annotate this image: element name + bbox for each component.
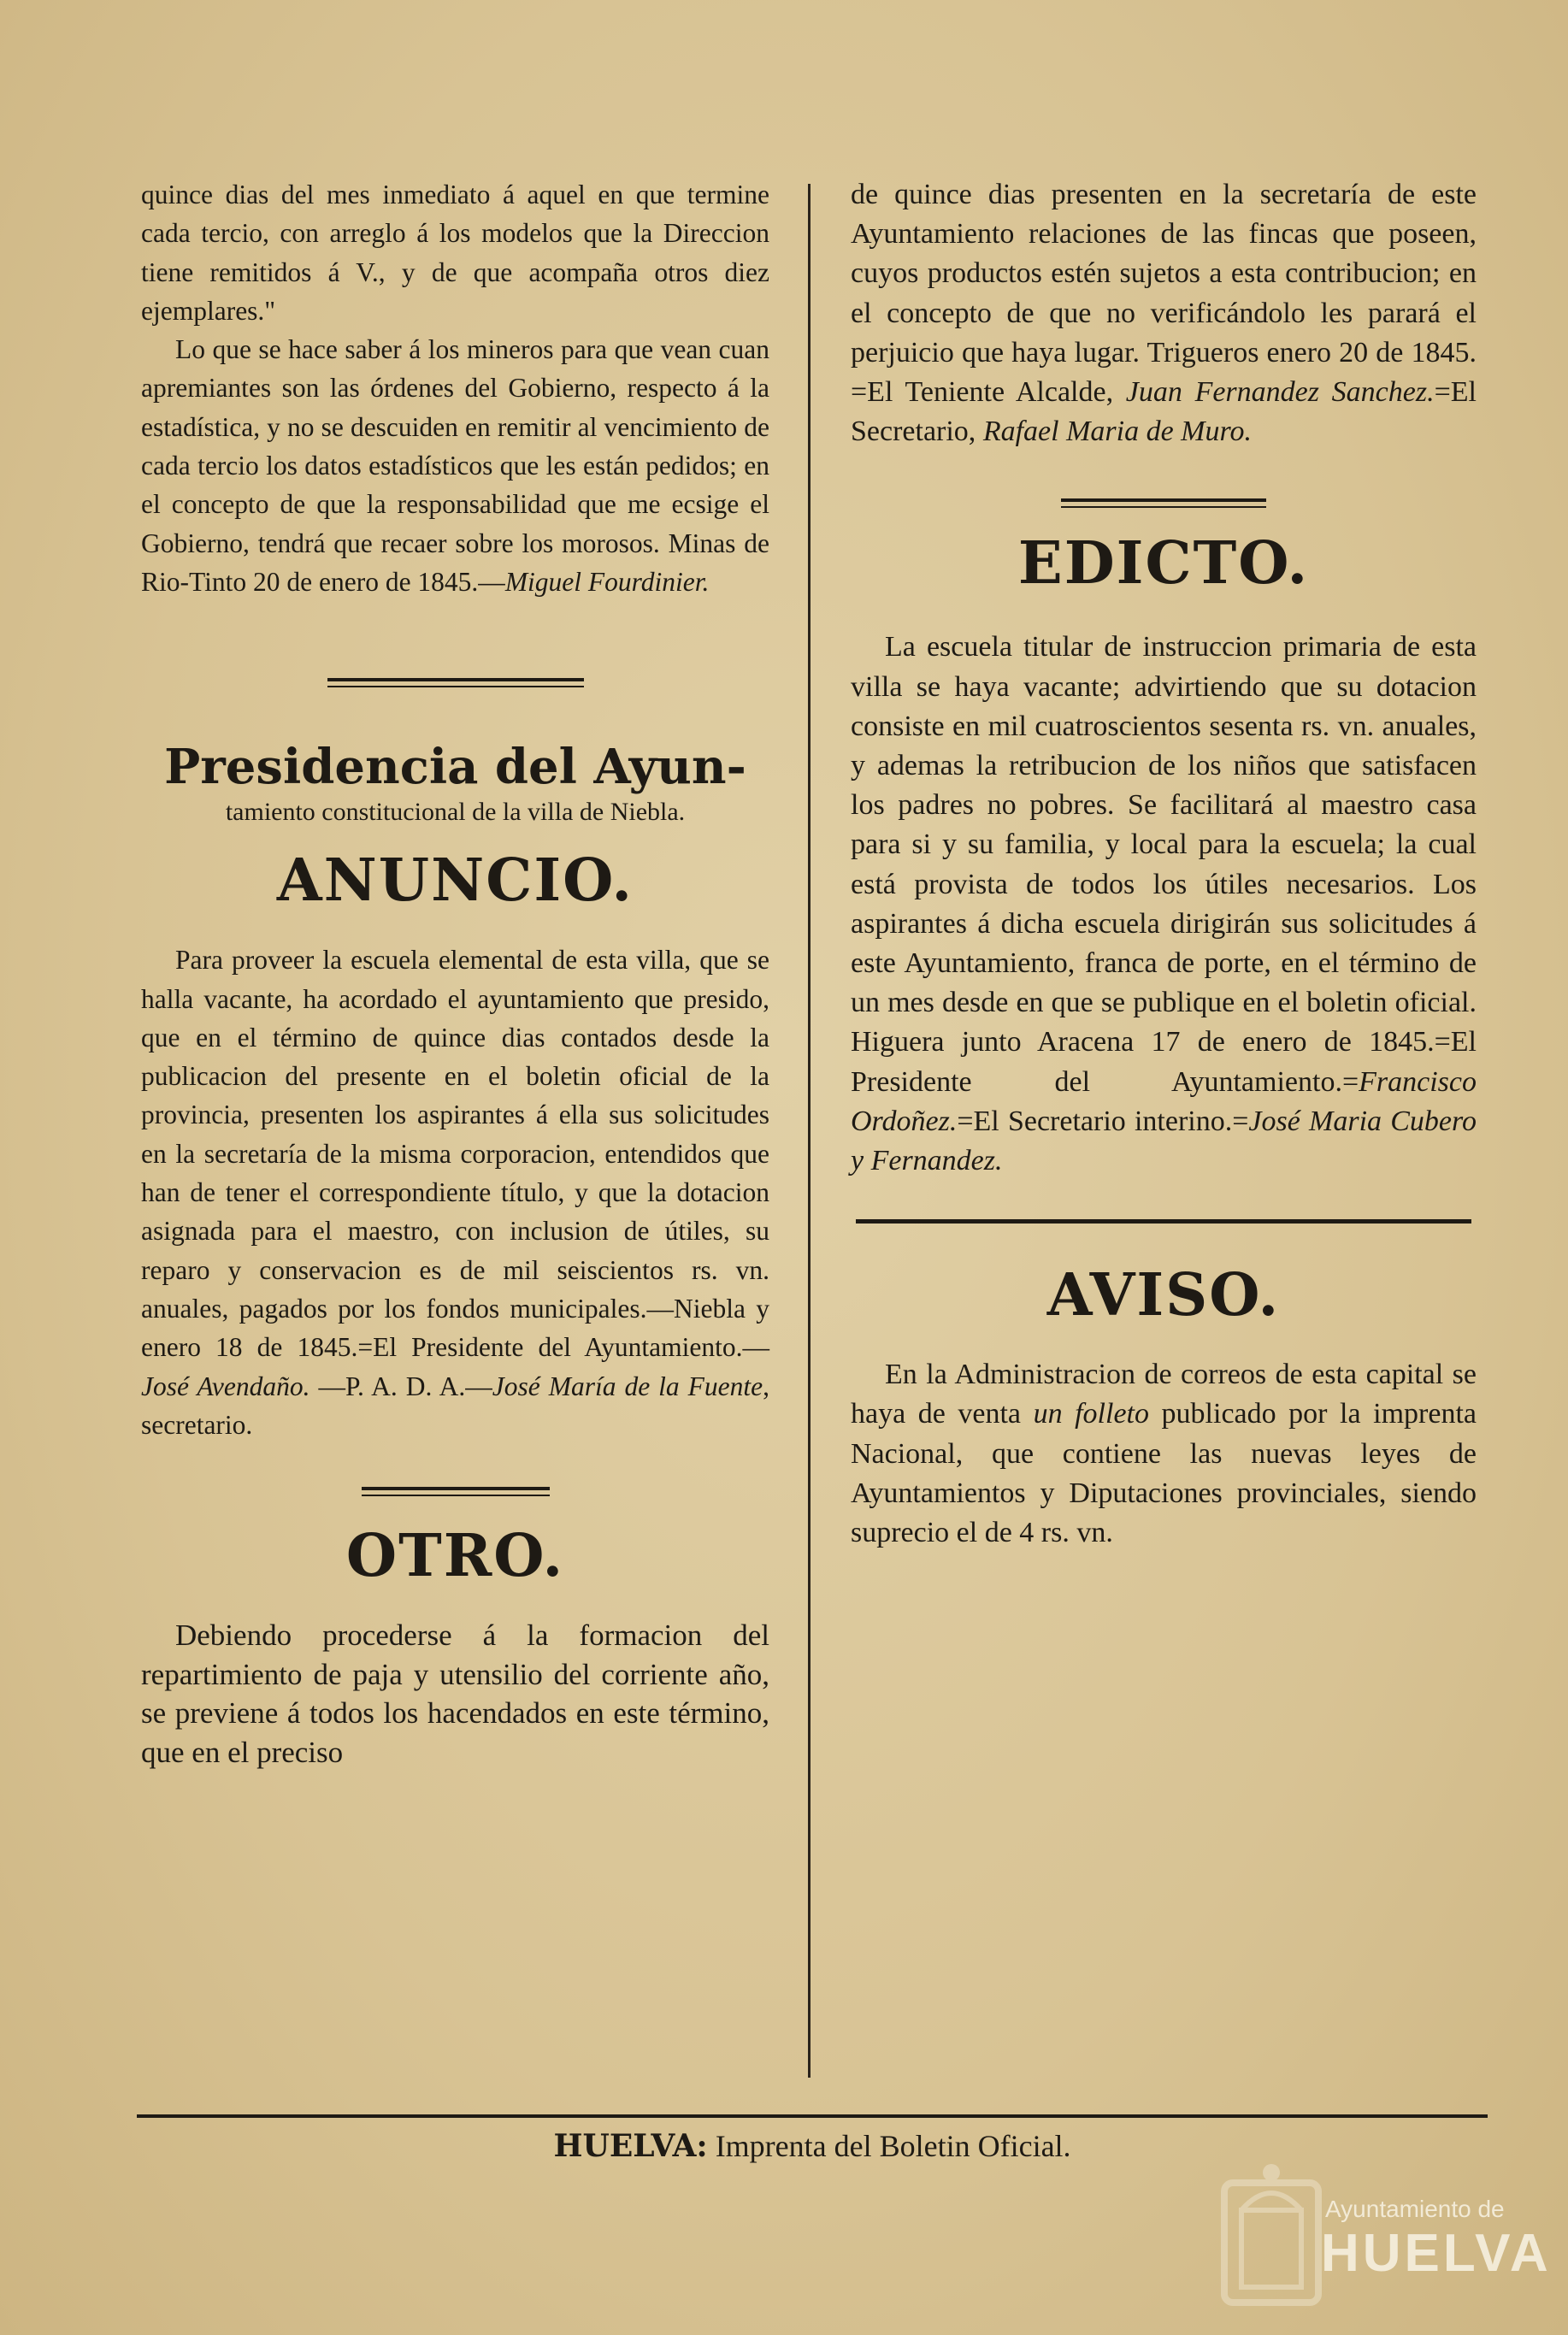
section-divider	[327, 678, 584, 687]
otro-heading: OTRO.	[345, 1522, 565, 1591]
signature-avendano: José Avendaño.	[141, 1371, 310, 1401]
signature-ordonez: Francisco Ordoñez.	[851, 1065, 1477, 1137]
anuncio-secretario: , secretario.	[141, 1371, 769, 1440]
presidencia-heading: Presidencia del Ayun-	[164, 739, 746, 796]
anuncio-pada: —P. A. D. A.—	[309, 1371, 492, 1401]
aviso-heading: AVISO.	[1046, 1261, 1281, 1330]
footer-rule	[137, 2114, 1488, 2118]
section-divider	[362, 1487, 550, 1496]
right-continued-paragraph	[851, 175, 1477, 451]
mineros-text: Lo que se hace saber á los mineros para que vean cuan apremiantes son las órdenes del Gobierno, respecto á la estadística, y no se descuiden en remitir al vencimiento de cada tercio los datos estadísticos que les están pedidos; en el concepto de que la responsabilidad que me ecsige el Gobierno, tendrá que recaer sobre los morosos. Minas de Rio-Tinto 20 de enero de 1845.—	[141, 334, 769, 597]
right-column	[851, 175, 1477, 1553]
edicto-paragraph	[851, 628, 1477, 1181]
signature-muro: Rafael Maria de Muro.	[982, 416, 1252, 448]
trigueros-text: de quince dias presenten en la secretaría de este Ayuntamiento relaciones de las fincas que poseen, cuyos productos estén sujetos a esta contribucion; en el concepto de que no verificándolo les parará el perjuicio que haya lugar. Trigueros enero 20 de 1845. =El Teniente Alcalde,	[851, 179, 1477, 409]
anuncio-text: Para proveer la escuela elemental de esta villa, que se halla vacante, ha acordado el ayuntamiento que presido, que en el término de quince dias contados desde la publicacion del presente en el boletin oficial de la provincia, presenten los aspirantes á ella sus solicitudes en la secretaría de la misma corporacion, entendidos que han de tener el correspondiente título, y que la dotacion asignada para el maestro, con inclusion de útiles, su reparo y conservacion es de mil seiscientos rs. vn. anuales, pagados por los fondos municipales.—Niebla y enero 18 de 1845.=El Presidente del Ayuntamiento.—	[141, 945, 769, 1363]
secretario-label: =El Secretario,	[851, 376, 1477, 448]
section-divider	[1061, 498, 1266, 508]
otro-paragraph: Debiendo procederse á la formacion del repartimiento de paja y utensilio del corriente año, se previene á todos los hacendados en este término, que en el preciso	[141, 1619, 769, 1769]
signature-fernandez: Juan Fernandez Sanchez.	[1125, 376, 1435, 409]
aviso-text: En la Administracion de correos de esta capital se haya de venta	[851, 1359, 1477, 1430]
aviso-text-end: publicado por la imprenta Nacional, que contiene las nuevas leyes de Ayuntamientos y Diputaciones provinciales, siendo suprecio el de 4 rs. vn.	[851, 1398, 1477, 1549]
left-column	[141, 175, 769, 1772]
section-divider	[856, 1219, 1471, 1227]
signature-cubero: José Maria Cubero y Fernandez.	[851, 1105, 1477, 1177]
footer-city: HUELVA:	[553, 2128, 708, 2164]
watermark-line2: HUELVA	[1321, 2224, 1552, 2283]
aviso-paragraph	[851, 1355, 1477, 1553]
presidencia-subheading: tamiento constitucional de la villa de Niebla.	[225, 798, 686, 827]
watermark-line1: Ayuntamiento de	[1325, 2196, 1505, 2222]
signature-fuente: José María de la Fuente	[492, 1371, 763, 1401]
footer-text: Imprenta del Boletin Oficial.	[707, 2129, 1071, 2163]
left-continued-paragraph: quince dias del mes inmediato á aquel en que termine cada tercio, con arreglo á los modelos que la Direccion tiene remitidos á V., y de que acompaña otros diez ejemplares."	[141, 180, 769, 326]
anuncio-heading: ANUNCIO.	[276, 846, 634, 916]
edicto-text: La escuela titular de instruccion primaria de esta villa se haya vacante; advirtiendo que su dotacion consiste en mil cuatroscientos sesenta rs. vn. anuales, y ademas la retribucion de los niños que satisfacen los padres no pobres. Se facilitará al maestro casa para si y su familia, y local para la escuela; la cual está provista de todos los útiles necesarios. Los aspirantes á dicha escuela dirigirán sus solicitudes á este Ayuntamiento, franca de porte, en el término de un mes desde en que se publique en el boletin oficial. Higuera junto Aracena 17 de enero de 1845.=El Presidente del Ayuntamiento.=	[851, 631, 1477, 1098]
column-divider	[808, 184, 811, 2078]
edicto-heading: EDICTO.	[1017, 529, 1310, 598]
signature-fourdinier: Miguel Fourdinier.	[504, 566, 710, 597]
left-mineros-paragraph	[141, 330, 769, 601]
aviso-folleto: un folleto	[1033, 1398, 1149, 1430]
secretario-interino-label: =El Secretario interino.=	[957, 1105, 1249, 1137]
anuncio-paragraph	[141, 940, 769, 1444]
